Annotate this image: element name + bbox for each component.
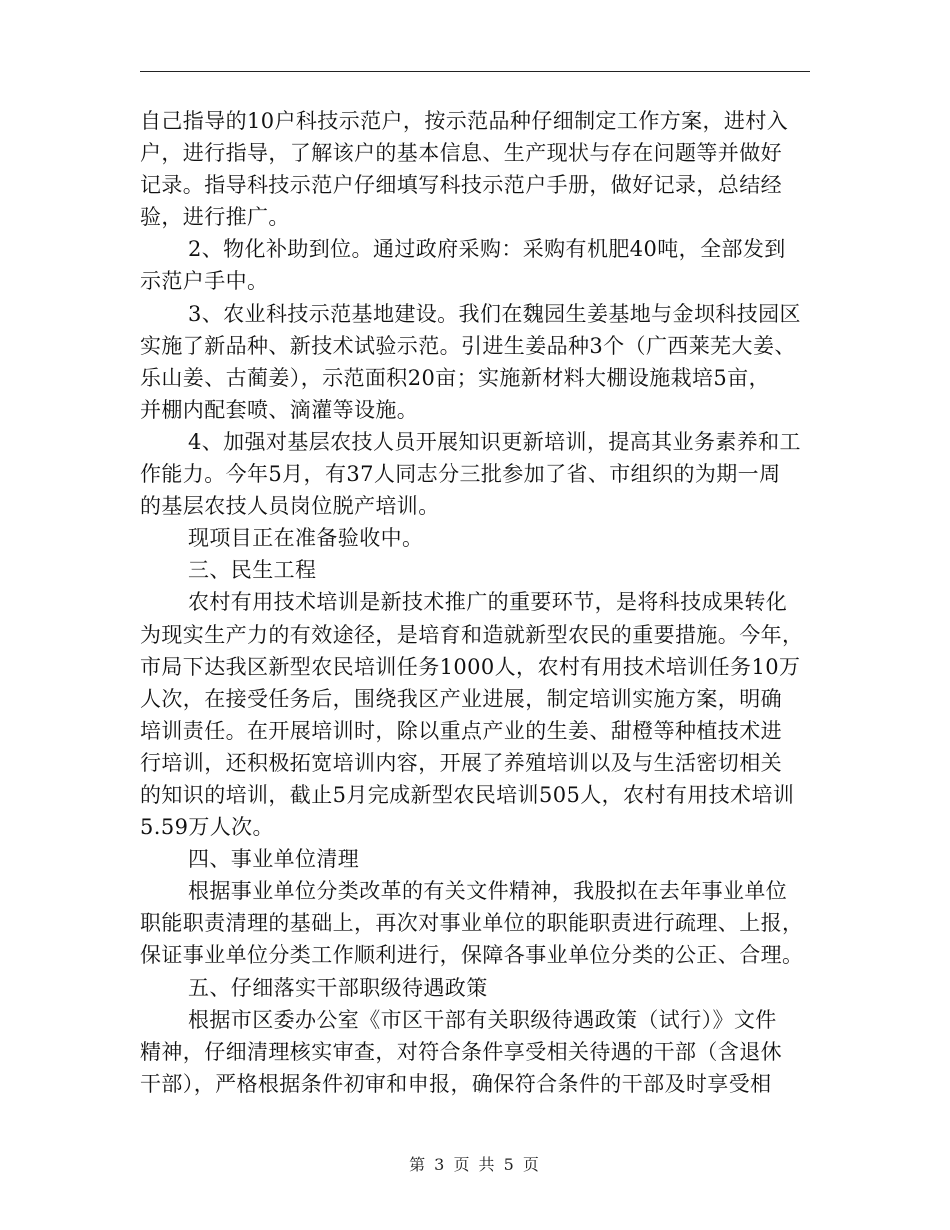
- text-line: 自己指导的10户科技示范户，按示范品种仔细制定工作方案，进村入: [140, 109, 789, 133]
- text-line: 3、农业科技示范基地建设。我们在魏园生姜基地与金坝科技园区: [188, 301, 801, 326]
- text-line: 现项目正在准备验收中。: [188, 526, 424, 551]
- text-line: 为现实生产力的有效途径，是培育和造就新型农民的重要措施。今年，: [140, 622, 804, 647]
- text-line: 5.59万人次。: [140, 815, 274, 840]
- text-line: 的知识的培训，截止5月完成新型农民培训505人，农村有用技术培训: [140, 782, 795, 807]
- text-line: 作能力。今年5月，有37人同志分三批参加了省、市组织的为期一周: [140, 462, 781, 487]
- text-line: 市局下达我区新型农民培训任务1000人，农村有用技术培训任务10万: [140, 654, 801, 679]
- text-line: 根据市区委办公室《市区干部有关职级待遇政策（试行）》文件: [188, 1007, 777, 1032]
- text-line: 培训责任。在开展培训时，除以重点产业的生姜、甜橙等种植技术进: [140, 718, 782, 743]
- text-line: 三、民生工程: [188, 558, 317, 583]
- text-line: 职能职责清理的基础上，再次对事业单位的职能职责进行疏理、上报，: [140, 911, 804, 936]
- document-body: [140, 105, 810, 1100]
- text-line: 记录。指导科技示范户仔细填写科技示范户手册，做好记录，总结经: [140, 173, 782, 198]
- text-line: 2、物化补助到位。通过政府采购：采购有机肥40吨，全部发到: [188, 237, 786, 262]
- page-number-footer: 第 3 页 共 5 页: [409, 1155, 541, 1174]
- text-line: 的基层农技人员岗位脱产培训。: [140, 494, 440, 519]
- text-line: 并棚内配套喷、滴灌等设施。: [140, 397, 419, 422]
- text-line: 精神，仔细清理核实审查，对符合条件享受相关待遇的干部（含退休: [140, 1039, 782, 1064]
- text-line: 干部），严格根据条件初审和申报，确保符合条件的干部及时享受相: [140, 1071, 772, 1096]
- text-line: 五、仔细落实干部职级待遇政策: [188, 975, 488, 1000]
- text-line: 保证事业单位分类工作顺利进行，保障各事业单位分类的公正、合理。: [140, 943, 804, 968]
- text-line: 户，进行指导，了解该户的基本信息、生产现状与存在问题等并做好: [140, 141, 782, 166]
- text-line: 4、加强对基层农技人员开展知识更新培训，提高其业务素养和工: [188, 429, 801, 454]
- text-line: 验，进行推广。: [140, 205, 290, 230]
- text-line: 乐山姜、古蔺姜），示范面积20亩；实施新材料大棚设施栽培5亩，: [140, 365, 770, 390]
- text-line: 行培训，还积极拓宽培训内容，开展了养殖培训以及与生活密切相关: [140, 750, 782, 775]
- text-line: 实施了新品种、新技术试验示范。引进生姜品种3个（广西莱芜大姜、: [140, 333, 796, 358]
- text-line: 根据事业单位分类改革的有关文件精神，我股拟在去年事业单位: [188, 879, 788, 904]
- text-line: 人次，在接受任务后，围绕我区产业进展，制定培训实施方案，明确: [140, 686, 782, 711]
- text-line: 农村有用技术培训是新技术推广的重要环节，是将科技成果转化: [188, 590, 788, 615]
- header-divider: [140, 71, 810, 72]
- text-line: 四、事业单位清理: [188, 847, 360, 872]
- text-line: 示范户手中。: [140, 269, 269, 294]
